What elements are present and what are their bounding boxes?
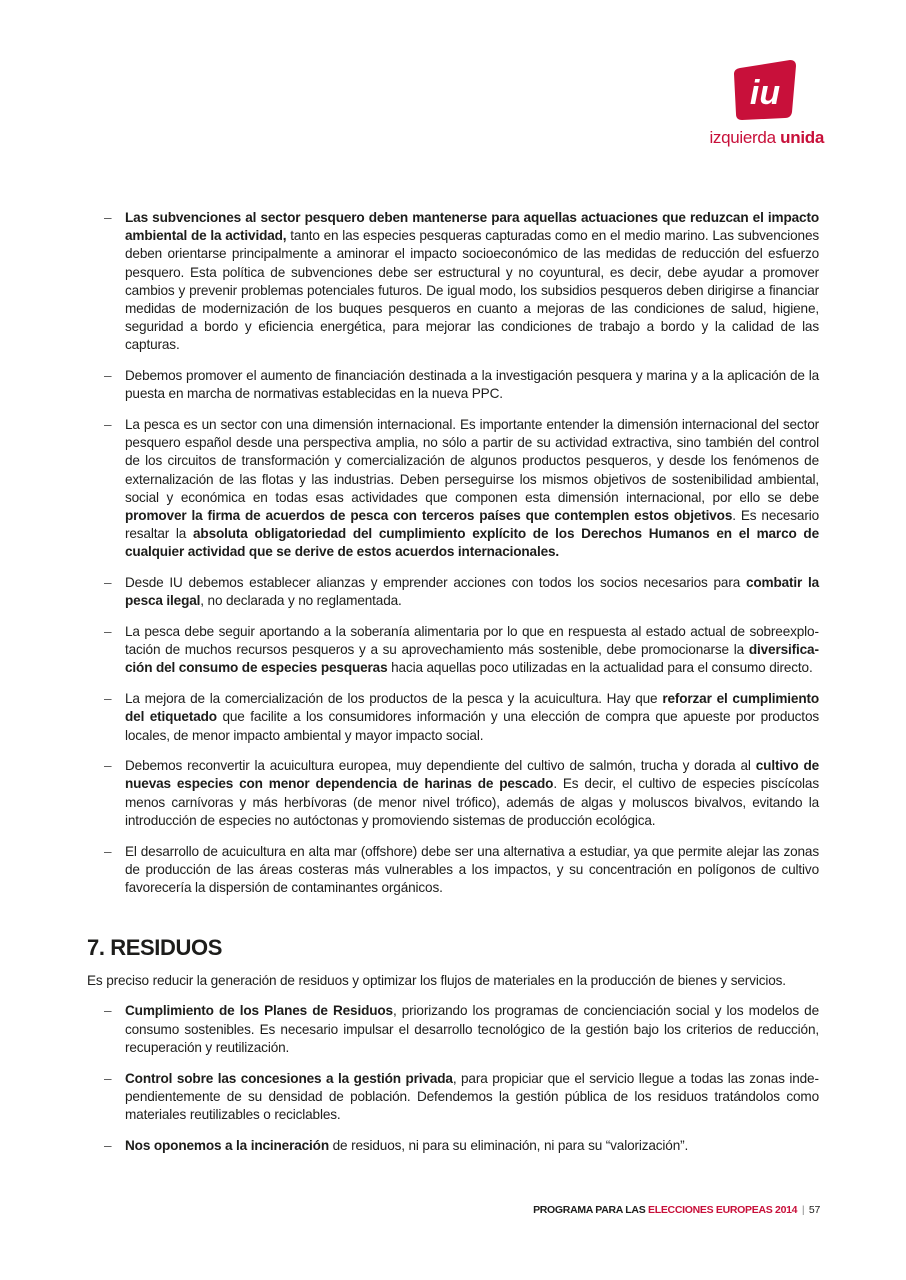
bold-text: cultivo de nuevas especies con menor dependencia de harinas de pescado	[125, 758, 820, 792]
page-footer	[533, 1204, 820, 1216]
party-name	[704, 128, 824, 148]
text: La pesca es un sector con una dimensión internacional. Es importante entender la dimensión internacional del sector pesquero español desde una perspectiva amplia, no sólo a partir de su actividad extractiva, sino también del control de los circuitos de transformación y comercialización de algunos productos pesqueros, y desde los fenómenos de externalización de las flotas y las industrias. Deben perseguirse los mismos objetivos de sostenibilidad ambiental, social y económica en todas esas actividades que componen esta dimensión internacional, por ello se debe	[125, 417, 819, 505]
text: de residuos, ni para su eliminación, ni para su “valorización”.	[329, 1137, 689, 1153]
list-item	[87, 623, 819, 678]
text: , priorizando los programas de concienciación social y los modelos de consumo sostenibles. Es necesario impulsar el desarrollo tecnológico de la gestión bajo los criterios de reducción, recuperación y reutilización.	[125, 1003, 819, 1055]
text: hacia aquellas poco utilizadas en la actualidad para el consumo directo.	[387, 660, 813, 676]
list-item	[87, 1137, 819, 1155]
text: Debemos reconvertir la acuicultura europea, muy dependiente del cultivo de salmón, trucha y dorada al	[125, 758, 756, 774]
text: Desde IU debemos establecer alianzas y emprender acciones con todos los socios necesarios para	[125, 575, 746, 591]
iu-logo-icon	[734, 60, 798, 120]
text: La mejora de la comercialización de los productos de la pesca y la acuicultura. Hay que	[125, 691, 663, 707]
waste-policy-list	[87, 1002, 819, 1154]
list-item	[87, 209, 819, 355]
footer-prefix: PROGRAMA PARA LAS	[533, 1204, 649, 1216]
bold-text: diversificación del consumo de especies pesqueras	[125, 642, 819, 676]
text: El desarrollo de acuicultura en alta mar (offshore) debe ser una alternativa a estudiar, ya que permite alejar las zonas de producción de las áreas costeras más vulnerables a los impactos, y su concentración en polígonos de cultivo favorecería la dispersión de contaminantes orgánicos.	[125, 843, 819, 895]
page-number: 57	[808, 1204, 820, 1216]
page-content	[87, 209, 819, 1167]
text: Debemos promover el aumento de financiación destinada a la investigación pesquera y marina y a la aplicación de la puesta en marcha de normativas establecidas en la nueva PPC.	[125, 368, 819, 402]
bold-text: Control sobre las concesiones a la gestión privada	[125, 1070, 453, 1086]
text: , para propiciar que el servicio llegue a todas las zonas independientemente de su densidad de población. Defendemos la gestión pública de los residuos tratándolos como materiales reutilizables o reciclables.	[125, 1070, 819, 1122]
list-item	[87, 367, 819, 403]
footer-accent: ELECCIONES EUROPEAS 2014	[648, 1204, 798, 1216]
list-item	[87, 843, 819, 898]
text: , no declarada y no reglamentada.	[200, 593, 402, 609]
list-item	[87, 574, 819, 610]
bold-text: combatir la pesca ilegal	[125, 575, 820, 609]
bold-text: Cumplimiento de los Planes de Residuos	[125, 1003, 393, 1019]
list-item	[87, 757, 819, 830]
bold-text: Nos oponemos a la incineración	[125, 1137, 329, 1153]
text: tanto en las especies pesqueras capturadas como en el medio marino. Las subvenciones deben orientarse principalmente a aminorar el impacto socioeconómico de las medidas de reducción del esfuerzo pesquero. Esta política de subvenciones debe ser estructural y no coyuntural, es decir, debe ayudar a promover cambios y prevenir problemas potenciales futuros. De igual modo, los subsidios pesqueros deben dirigirse a financiar medidas de modernización de los buques pesqueros en cuanto a mejoras de las condiciones de salud, higiene, seguridad a bordo y eficiencia energética, para mejorar las condiciones de trabajo a bordo y la calidad de las capturas.	[125, 228, 820, 353]
bold-text: absoluta obligatoriedad del cumplimiento explícito de los Derechos Humanos en el marco de cualquier actividad que se derive de estos acuerdos internacionales.	[125, 526, 819, 560]
party-name-light: izquierda	[709, 128, 781, 147]
text: que facilite a los consumidores información y una elección de compra que apueste por productos locales, de menor impacto ambiental y mayor impacto social.	[125, 709, 819, 743]
bold-text: Las subvenciones al sector pesquero deben mantenerse para aquellas actuaciones que reduzcan el impacto ambiental de la actividad,	[125, 210, 819, 244]
list-item	[87, 1070, 819, 1125]
party-name-bold: unida	[780, 128, 824, 147]
section-title: 7. RESIDUOS	[87, 935, 222, 961]
text: . Es decir, el cultivo de especies piscícolas menos carnívoras y más herbívoras (de menor nivel trófico), además de algas y moluscos bivalvos, evitando la introducción de especies no autóctonas y promoviendo sistemas de producción ecológica.	[125, 776, 819, 828]
list-item	[87, 690, 819, 745]
bold-text: promover la firma de acuerdos de pesca con terceros países que contemplen estos objetivos	[125, 508, 733, 524]
fishing-policy-list	[87, 209, 819, 897]
bold-text: reforzar el cumplimiento del etiquetado	[125, 691, 820, 725]
text: . Es necesario resaltar la	[125, 508, 819, 542]
text: La pesca debe seguir aportando a la soberanía alimentaria por lo que en respuesta al estado actual de sobreexplotación de muchos recursos pesqueros y a su aprovechamiento más sostenible, debe promocionarse la	[125, 624, 819, 658]
section-intro: Es preciso reducir la generación de residuos y optimizar los flujos de materiales en la producción de bienes y servicios.	[87, 973, 786, 989]
list-item	[87, 416, 819, 562]
party-logo	[704, 60, 824, 150]
list-item	[87, 1002, 819, 1057]
logo-mark-text: iu	[749, 74, 781, 112]
footer-separator: |	[801, 1204, 805, 1216]
